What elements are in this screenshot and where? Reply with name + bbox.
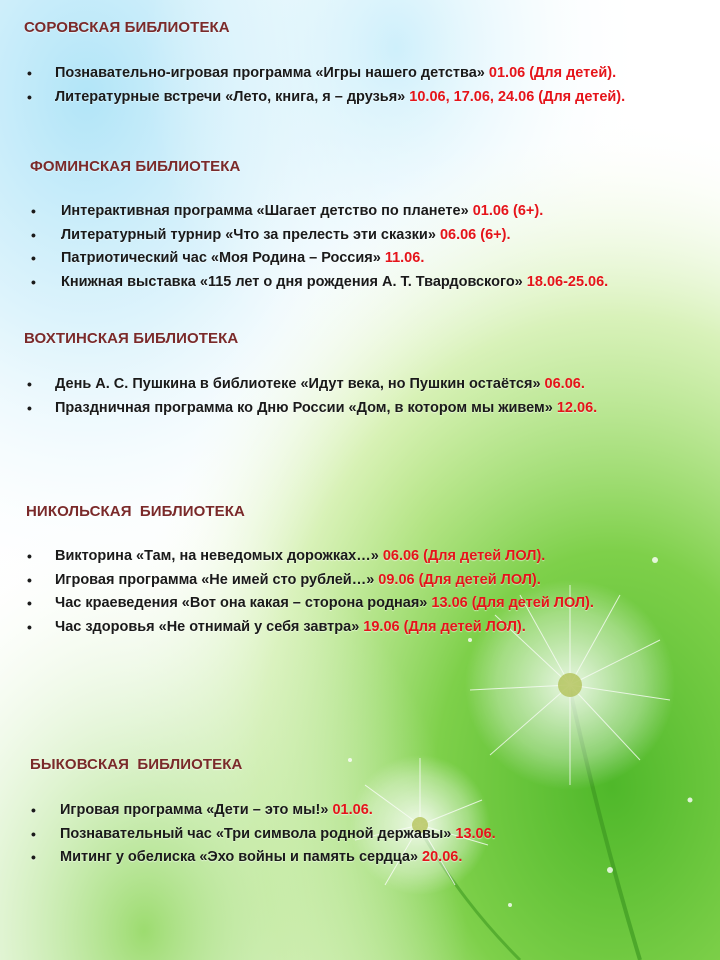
- event-text: Час краеведения «Вот она какая – сторона родная»: [55, 595, 432, 611]
- bullet-icon: •: [27, 65, 32, 81]
- event-text: Митинг у обелиска «Эхо войны и память сердца»: [60, 849, 423, 865]
- bullet-icon: •: [27, 548, 32, 564]
- event-list: [0, 373, 720, 420]
- event-item: [0, 200, 720, 224]
- event-text: Познавательно-игровая программа «Игры нашего детства»: [55, 65, 489, 81]
- section-title: СОРОВСКАЯ БИБЛИОТЕКА: [24, 19, 230, 36]
- event-text: Игровая программа «Дети – это мы!»: [60, 802, 333, 818]
- event-text: Патриотический час «Моя Родина – Россия»: [61, 250, 385, 266]
- bullet-icon: •: [31, 273, 36, 290]
- library-section-fominskaya: [0, 158, 720, 294]
- event-date: 10.06, 17.06, 24.06 (Для детей).: [409, 88, 626, 105]
- event-list: [0, 799, 720, 870]
- event-date: 09.06 (Для детей ЛОЛ).: [378, 571, 541, 588]
- library-section-vokhtinskaya: [0, 330, 720, 420]
- bullet-icon: •: [31, 802, 36, 818]
- event-text: Литературные встречи «Лето, книга, я – друзья»: [55, 88, 410, 105]
- bullet-icon: •: [27, 376, 32, 392]
- bullet-icon: •: [31, 825, 36, 842]
- event-date: 01.06.: [332, 802, 373, 818]
- event-text: Викторина «Там, на неведомых дорожках…»: [55, 548, 383, 564]
- event-item: [0, 62, 720, 86]
- event-date: 06.06.: [544, 376, 585, 392]
- event-date: 01.06 (Для детей).: [488, 65, 617, 81]
- bullet-icon: •: [31, 250, 36, 266]
- event-date: 06.06 (6+).: [439, 226, 511, 243]
- bullet-icon: •: [27, 618, 32, 635]
- bullet-icon: •: [31, 203, 36, 219]
- event-date: 11.06.: [384, 250, 425, 266]
- event-item: [0, 569, 720, 593]
- event-date: 13.06 (Для детей ЛОЛ).: [431, 595, 594, 611]
- section-title: НИКОЛЬСКАЯ БИБЛИОТЕКА: [26, 503, 245, 520]
- event-text: Интерактивная программа «Шагает детство по планете»: [61, 203, 473, 219]
- event-list: [0, 545, 720, 639]
- event-date: 18.06-25.06.: [526, 273, 609, 290]
- section-title: ВОХТИНСКАЯ БИБЛИОТЕКА: [24, 330, 239, 347]
- event-text: Час здоровья «Не отнимай у себя завтра»: [55, 618, 364, 635]
- event-item: [0, 616, 720, 640]
- event-item: [0, 846, 720, 870]
- bullet-icon: •: [27, 88, 32, 105]
- event-item: [0, 271, 720, 295]
- event-text: Праздничная программа ко Дню России «Дом, в котором мы живем»: [55, 399, 557, 416]
- section-title: ФОМИНСКАЯ БИБЛИОТЕКА: [30, 158, 241, 175]
- event-date: 12.06.: [556, 399, 598, 416]
- event-item: [0, 373, 720, 397]
- event-text: Книжная выставка «115 лет о дня рождения А. Т. Твардовского»: [61, 273, 527, 290]
- library-section-nikolskaya: [0, 503, 720, 639]
- event-item: [0, 545, 720, 569]
- bullet-icon: •: [27, 571, 32, 588]
- event-date: 06.06 (Для детей ЛОЛ).: [382, 548, 546, 564]
- event-item: [0, 799, 720, 823]
- bullet-icon: •: [27, 399, 32, 416]
- event-item: [0, 86, 720, 110]
- event-date: 19.06 (Для детей ЛОЛ).: [363, 618, 526, 635]
- event-text: Игровая программа «Не имей сто рублей…»: [55, 571, 379, 588]
- library-section-sorovskaya: [0, 19, 720, 109]
- event-item: [0, 247, 720, 271]
- event-date: 01.06 (6+).: [472, 203, 544, 219]
- event-item: [0, 397, 720, 421]
- event-item: [0, 224, 720, 248]
- event-list: [0, 200, 720, 294]
- event-text: Познавательный час «Три символа родной державы»: [60, 825, 456, 842]
- bullet-icon: •: [27, 595, 32, 611]
- event-date: 13.06.: [455, 825, 496, 842]
- event-list: [0, 62, 720, 109]
- bullet-icon: •: [31, 226, 36, 243]
- event-item: [0, 592, 720, 616]
- event-date: 20.06.: [422, 849, 463, 865]
- library-section-bykovskaya: [0, 756, 720, 870]
- event-text: Литературный турнир «Что за прелесть эти сказки»: [61, 226, 440, 243]
- bullet-icon: •: [31, 849, 36, 865]
- event-text: День А. С. Пушкина в библиотеке «Идут века, но Пушкин остаётся»: [55, 376, 545, 392]
- event-item: [0, 823, 720, 847]
- section-title: БЫКОВСКАЯ БИБЛИОТЕКА: [30, 756, 243, 773]
